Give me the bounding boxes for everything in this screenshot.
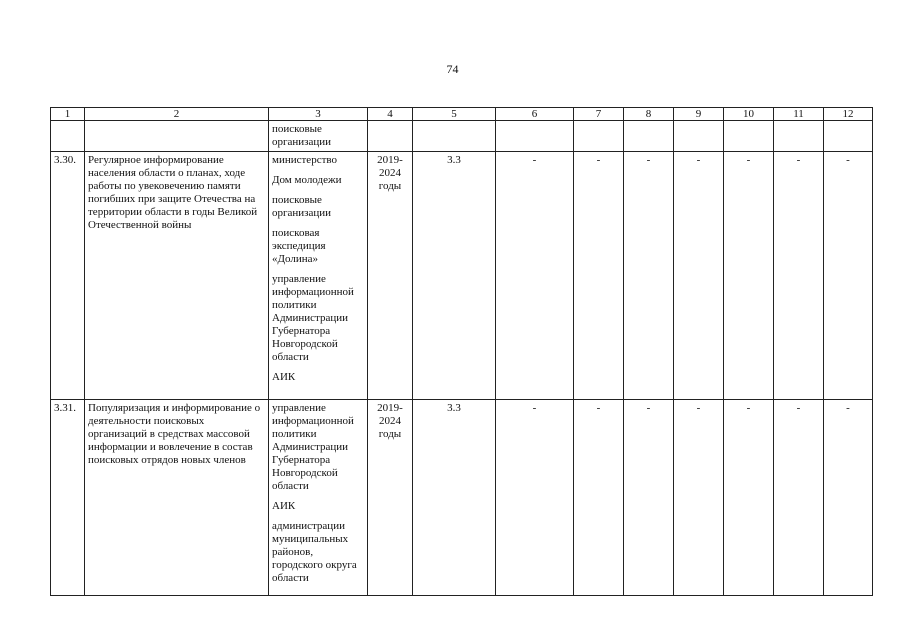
value-cell: - xyxy=(774,152,824,400)
value-cell: - xyxy=(624,152,674,400)
executor-name: управление информационной политики Администрации Губернатора Новгородской области xyxy=(272,402,354,492)
column-header: 1 xyxy=(51,108,85,121)
table-row xyxy=(51,400,873,596)
value-cell: - xyxy=(574,400,624,596)
column-header: 8 xyxy=(624,108,674,121)
value-cell: - xyxy=(774,400,824,596)
value-cell: - xyxy=(824,400,873,596)
column-header: 4 xyxy=(368,108,413,121)
measure-number: 3.31. xyxy=(51,400,85,596)
value-cell: - xyxy=(824,152,873,400)
page-number: 74 xyxy=(446,62,459,76)
measures-table xyxy=(50,107,873,596)
executor-name: администрации муниципальных районов, городского округа области xyxy=(272,520,357,584)
value-cell: - xyxy=(724,152,774,400)
executor-name: поисковые организации xyxy=(272,194,332,219)
executor-name: министерство xyxy=(272,154,338,166)
executor-name: АИК xyxy=(272,371,296,383)
value-cell: - xyxy=(674,152,724,400)
column-header: 9 xyxy=(674,108,724,121)
continuation-row xyxy=(51,121,873,152)
value-cell: - xyxy=(724,400,774,596)
executor-cell xyxy=(269,400,368,596)
value-cell: - xyxy=(674,400,724,596)
column-header: 3 xyxy=(269,108,368,121)
column-header: 7 xyxy=(574,108,624,121)
column-header: 10 xyxy=(724,108,774,121)
executor-cell xyxy=(269,152,368,400)
period-cell: 2019-2024 годы xyxy=(368,400,413,596)
task-cell: 3.3 xyxy=(413,152,496,400)
executor-name: АИК xyxy=(272,500,296,512)
value-cell: - xyxy=(624,400,674,596)
measure-number: 3.30. xyxy=(51,152,85,400)
column-number-row xyxy=(51,108,873,121)
executor-cell: поисковые организации xyxy=(269,121,368,152)
executor-name: Дом молодежи xyxy=(272,174,342,186)
column-header: 2 xyxy=(85,108,269,121)
period-cell: 2019-2024 годы xyxy=(368,152,413,400)
measure-title: Регулярное информирование населения области о планах, ходе работы по увековечению памяти погибших при защите Отечества на территории области в годы Великой Отечественной войны xyxy=(85,152,269,400)
executor-name: управление информационной политики Администрации Губернатора Новгородской области xyxy=(272,273,354,363)
column-header: 12 xyxy=(824,108,873,121)
value-cell: - xyxy=(574,152,624,400)
task-cell: 3.3 xyxy=(413,400,496,596)
table-row xyxy=(51,152,873,400)
value-cell: - xyxy=(496,152,574,400)
column-header: 6 xyxy=(496,108,574,121)
executor-name: поисковая экспедиция «Долина» xyxy=(272,227,326,265)
column-header: 5 xyxy=(413,108,496,121)
column-header: 11 xyxy=(774,108,824,121)
measure-title: Популяризация и информирование о деятельности поисковых организаций в средствах массовой информации и вовлечение в состав поисковых отрядов новых членов xyxy=(85,400,269,596)
value-cell: - xyxy=(496,400,574,596)
